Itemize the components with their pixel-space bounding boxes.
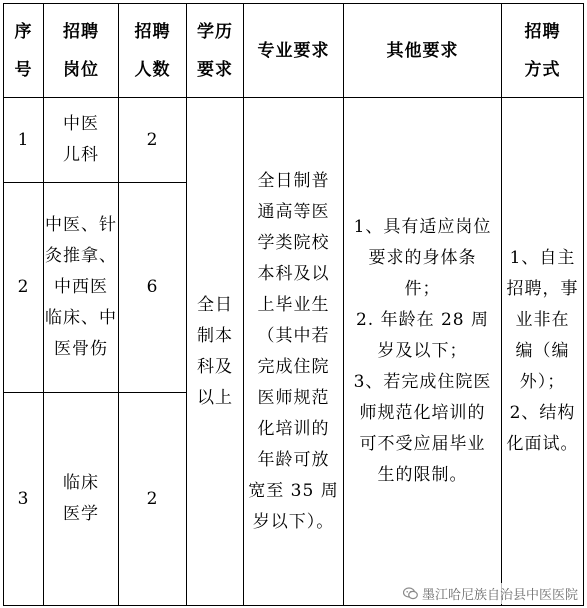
watermark-text: 墨江哈尼族自治县中医医院 <box>421 588 578 603</box>
header-count <box>119 4 187 98</box>
row3-post <box>44 393 119 606</box>
other-line6: 3、若完成住院医 <box>353 372 492 392</box>
row1-post <box>44 98 119 183</box>
other-line4: 2. 年龄在 28 周 <box>355 310 490 330</box>
edu-line1: 全日 <box>197 294 233 315</box>
header-method-line1: 招聘 <box>524 21 561 42</box>
header-post-line2: 岗位 <box>63 59 99 80</box>
other-line8: 可不受应届毕业 <box>359 434 486 454</box>
header-method <box>502 4 584 98</box>
major-line12: 岁以下）。 <box>252 511 335 532</box>
row1-count: 2 <box>119 98 187 183</box>
major-line4: 本科及以 <box>257 263 330 284</box>
header-count-line2: 人数 <box>134 59 171 80</box>
row3-seq: 3 <box>4 393 44 606</box>
major-line9: 化培训的 <box>257 418 330 439</box>
header-seq-line2: 号 <box>14 59 33 80</box>
header-count-line1: 招聘 <box>134 21 171 42</box>
row3-count: 2 <box>119 393 187 606</box>
other-line3: 件； <box>404 279 441 299</box>
header-seq-line1: 序 <box>14 21 33 42</box>
other-line1: 1、具有适应岗位 <box>353 217 492 237</box>
other-line2: 要求的身体条 <box>368 248 477 268</box>
row2-post-line1: 中医、针 <box>45 215 117 235</box>
header-post-line1: 招聘 <box>63 21 99 42</box>
row1-post-line2: 儿科 <box>63 145 99 165</box>
edu-line3: 科及 <box>197 356 233 377</box>
major-line3: 学类院校 <box>257 232 330 253</box>
method-line7: 化面试。 <box>506 434 579 454</box>
watermark <box>400 583 581 604</box>
major-line11: 宽至 35 周 <box>248 480 339 501</box>
other-line9: 生的限制。 <box>377 465 468 485</box>
edu-line4: 以上 <box>197 387 233 408</box>
recruitment-table <box>3 3 584 606</box>
header-edu-line2: 要求 <box>197 59 233 80</box>
method-line3: 业非在 <box>515 310 570 330</box>
row2-post-line3: 中西医 <box>54 277 108 297</box>
other-requirement-cell <box>344 98 502 606</box>
education-cell <box>187 98 244 606</box>
major-line10: 年龄可放 <box>257 449 330 470</box>
row2-seq: 2 <box>4 183 44 393</box>
row2-post <box>44 183 119 393</box>
major-line6: （其中若 <box>257 325 330 346</box>
method-line5: 外）； <box>519 372 566 392</box>
edu-line2: 制本 <box>197 325 233 346</box>
recruit-method-cell <box>502 98 584 606</box>
major-line7: 完成住院 <box>257 356 330 377</box>
major-line8: 医师规范 <box>257 387 330 408</box>
header-other <box>344 4 502 98</box>
row2-count: 6 <box>119 183 187 393</box>
header-major-text: 专业要求 <box>257 40 330 61</box>
header-education <box>187 4 244 98</box>
major-requirement-cell <box>244 98 344 606</box>
major-line2: 通高等医 <box>257 201 330 222</box>
method-line1: 1、自主 <box>509 248 576 268</box>
method-line2: 招聘，事 <box>506 279 579 299</box>
row3-post-line2: 医学 <box>63 504 99 524</box>
header-edu-line1: 学历 <box>197 21 233 42</box>
header-row <box>4 4 584 98</box>
row2-post-line5: 医骨伤 <box>54 339 108 359</box>
row2-post-line4: 临床、中 <box>45 308 117 328</box>
row1-post-line1: 中医 <box>63 114 99 134</box>
wechat-icon <box>403 587 418 600</box>
row1-seq: 1 <box>4 98 44 183</box>
other-line5: 岁及以下； <box>377 341 468 361</box>
header-method-line2: 方式 <box>524 59 561 80</box>
major-line1: 全日制普 <box>257 170 330 191</box>
header-major <box>244 4 344 98</box>
table-row <box>4 98 584 183</box>
header-seq <box>4 4 44 98</box>
major-line5: 上毕业生 <box>257 294 330 315</box>
other-line7: 师规范化培训的 <box>359 403 486 423</box>
header-other-text: 其他要求 <box>386 40 459 61</box>
row2-post-line2: 灸推拿、 <box>45 246 117 266</box>
row3-post-line1: 临床 <box>63 473 99 493</box>
method-line6: 2、结构 <box>509 403 576 423</box>
method-line4: 编（编 <box>515 341 570 361</box>
header-post <box>44 4 119 98</box>
